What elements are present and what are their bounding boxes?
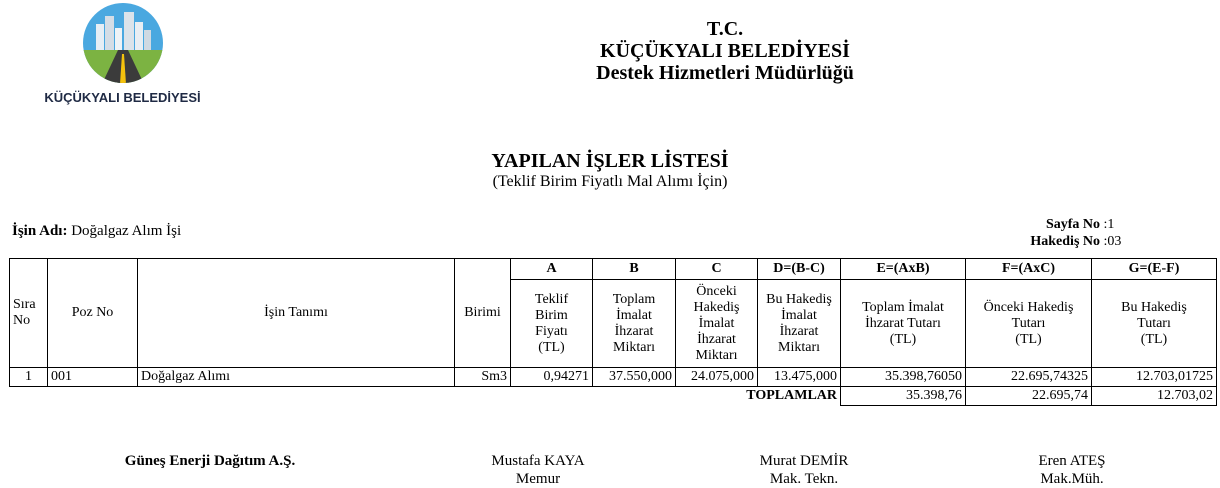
totals-label: TOPLAMLAR [746, 388, 837, 404]
document-title: YAPILAN İŞLER LİSTESİ [491, 150, 729, 172]
signature-title: Mak.Müh. [1040, 471, 1104, 487]
works-table [9, 258, 1217, 406]
header-b: Toplam İmalat İhzarat Miktarı [593, 280, 676, 368]
logo-text: KÜÇÜKYALI BELEDİYESİ [44, 90, 201, 105]
cell-d: 13.475,000 [758, 368, 841, 387]
document-meta [1000, 216, 1121, 250]
cell-poz: 001 [48, 368, 138, 387]
header-line-2: KÜÇÜKYALI BELEDİYESİ [600, 40, 850, 62]
header-tanim: İşin Tanımı [138, 259, 455, 368]
header-sira: Sıra No [10, 259, 48, 368]
header-e: Toplam İmalat İhzarat Tutarı (TL) [841, 280, 966, 368]
cell-b: 37.550,000 [593, 368, 676, 387]
document-title-block [0, 150, 1220, 191]
signature-2 [408, 452, 668, 488]
totals-row [10, 387, 1217, 406]
cell-c: 24.075,000 [676, 368, 758, 387]
municipality-logo [40, 2, 205, 106]
hakedis-no-value: :03 [1103, 234, 1122, 249]
signature-name: Mustafa KAYA [491, 453, 585, 469]
city-road-emblem-icon [82, 2, 164, 84]
header-line-1: T.C. [706, 18, 744, 40]
header-a: Teklif Birim Fiyatı (TL) [511, 280, 593, 368]
table-letter-row [10, 259, 1217, 280]
total-g: 12.703,02 [1092, 387, 1217, 406]
letter-a: A [511, 259, 593, 280]
cell-sira: 1 [10, 368, 48, 387]
work-name [12, 223, 181, 240]
organization-header [520, 18, 930, 84]
signature-name: Eren ATEŞ [1038, 453, 1106, 469]
work-name-label: İşin Adı: [12, 223, 68, 239]
work-name-value: Doğalgaz Alım İşi [71, 223, 182, 239]
signature-title: Mak. Tekn. [769, 471, 839, 487]
signature-4 [942, 452, 1202, 488]
cell-e: 35.398,76050 [841, 368, 966, 387]
signature-name: Güneş Enerji Dağıtım A.Ş. [124, 453, 296, 469]
header-d: Bu Hakediş İmalat İhzarat Miktarı [758, 280, 841, 368]
header-c: Önceki Hakediş İmalat İhzarat Miktarı [676, 280, 758, 368]
letter-f: F=(AxC) [966, 259, 1092, 280]
header-poz: Poz No [48, 259, 138, 368]
header-line-3: Destek Hizmetleri Müdürlüğü [596, 62, 854, 84]
header-g: Bu Hakediş Tutarı (TL) [1092, 280, 1217, 368]
total-e: 35.398,76 [841, 387, 966, 406]
signature-company [80, 452, 340, 470]
cell-g: 12.703,01725 [1092, 368, 1217, 387]
header-f: Önceki Hakediş Tutarı (TL) [966, 280, 1092, 368]
total-f: 22.695,74 [966, 387, 1092, 406]
cell-f: 22.695,74325 [966, 368, 1092, 387]
hakedis-no-label: Hakediş No [1030, 234, 1100, 249]
header-birim: Birimi [455, 259, 511, 368]
page-no-label: Sayfa No [1045, 217, 1100, 232]
signature-title: Memur [515, 471, 561, 487]
letter-e: E=(AxB) [841, 259, 966, 280]
cell-a: 0,94271 [511, 368, 593, 387]
document-subtitle: (Teklif Birim Fiyatlı Mal Alımı İçin) [492, 173, 728, 190]
letter-d: D=(B-C) [758, 259, 841, 280]
letter-g: G=(E-F) [1092, 259, 1217, 280]
page-no-value: :1 [1103, 217, 1115, 232]
cell-tanim: Doğalgaz Alımı [138, 368, 455, 387]
letter-c: C [676, 259, 758, 280]
table-row [10, 368, 1217, 387]
letter-b: B [593, 259, 676, 280]
signature-name: Murat DEMİR [759, 453, 849, 469]
cell-birim: Sm3 [455, 368, 511, 387]
signature-3 [674, 452, 934, 488]
